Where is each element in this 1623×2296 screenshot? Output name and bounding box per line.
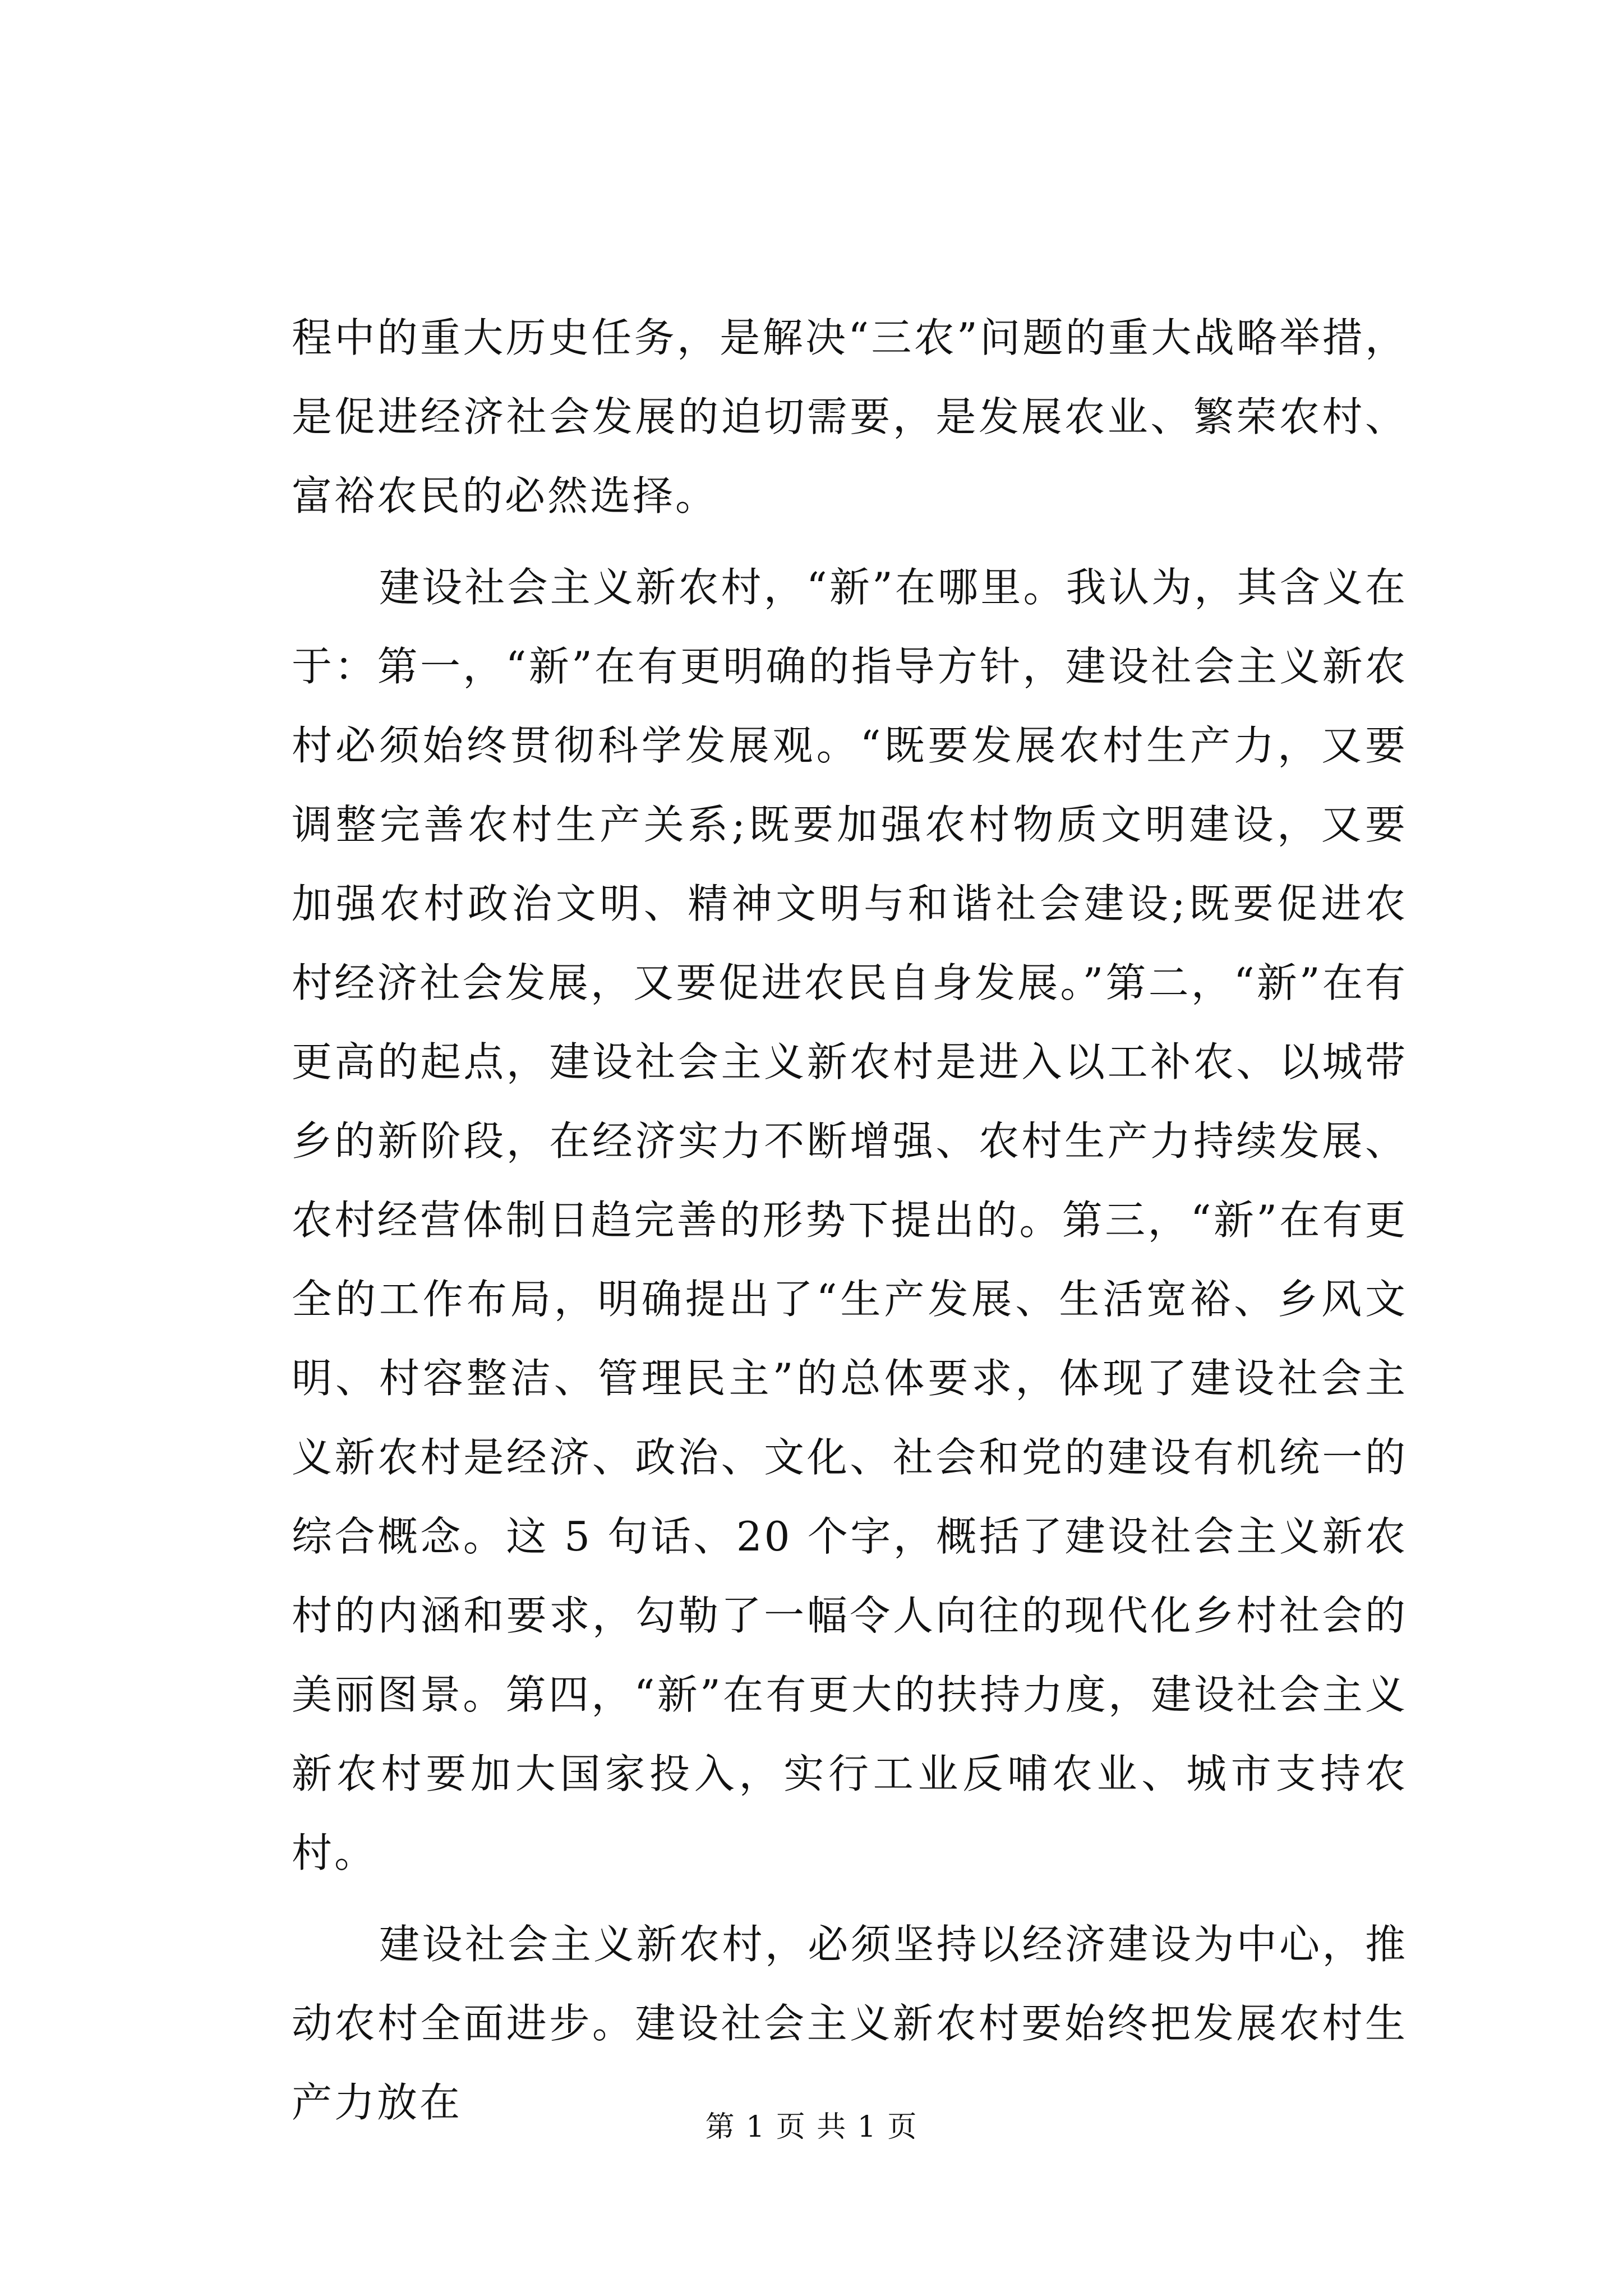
page-number-footer: 第 1 页 共 1 页 (705, 2110, 918, 2144)
paragraph-continued: 程中的重大历史任务，是解决“三农”问题的重大战略举措，是促进经济社会发展的迫切需要，是发展农业、繁荣农村、富裕农民的必然选择。 (292, 314, 1408, 519)
paragraph-new-meaning: 建设社会主义新农村，“新”在哪里。我认为，其含义在于：第一，“新”在有更明确的指导方针，建设社会主义新农村必须始终贯彻科学发展观。“既要发展农村生产力，又要调整完善农村生产关系;既要加强农村物质文明建设，又要加强农村政治文明、精神文明与和谐社会建设;既要促进农村经济社会发展，又要促进农民自身发展。”第二，“新”在有更高的起点，建设社会主义新农村是进入以工补农、以城带乡的新阶段，在经济实力不断增强、农村生产力持续发展、农村经营体制日趋完善的形势下提出的。第三，“新”在有更全的工作布局，明确提出了“生产发展、生活宽裕、乡风文明、村容整洁、管理民主”的总体要求，体现了建设社会主义新农村是经济、政治、文化、社会和党的建设有机统一的综合概念。这 5 句话、20 个字，概括了建设社会主义新农村的内涵和要求，勾勒了一幅令人向往的现代化乡村社会的美丽图景。第四，“新”在有更大的扶持力度，建设社会主义新农村要加大国家投入，实行工业反哺农业、城市支持农村。 (292, 564, 1408, 1876)
paragraph-economic-center: 建设社会主义新农村，必须坚持以经济建设为中心，推动农村全面进步。建设社会主义新农村要始终把发展农村生产力放在 (292, 1921, 1408, 2126)
document-body (292, 298, 1408, 2142)
